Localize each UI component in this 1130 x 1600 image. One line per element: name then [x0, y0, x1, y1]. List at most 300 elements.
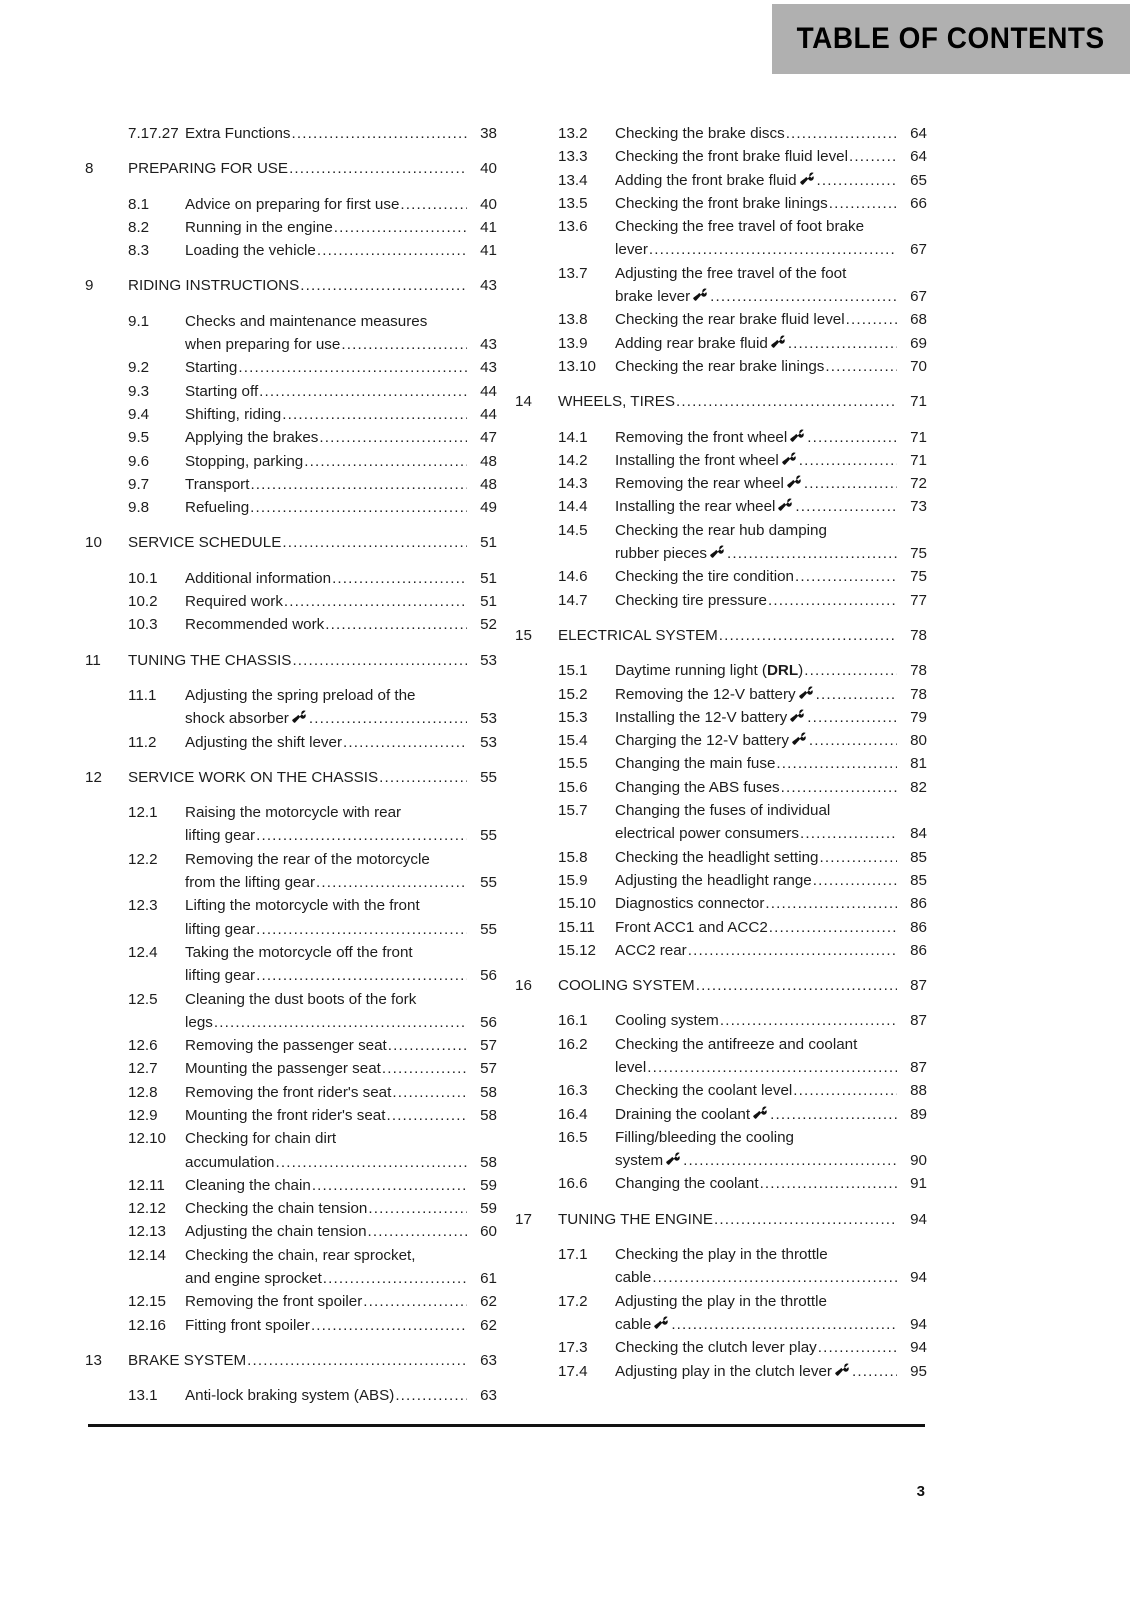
toc-section-entry[interactable] — [515, 1009, 927, 1032]
entry-title-text: cable — [615, 1315, 652, 1333]
toc-section-entry[interactable] — [515, 659, 927, 682]
entry-title-text: Removing the passenger seat — [185, 1037, 387, 1055]
dot-leader — [309, 707, 467, 730]
toc-section-entry[interactable] — [515, 752, 927, 775]
entry-title — [185, 988, 467, 1035]
entry-number: 15.1 — [558, 662, 588, 680]
entry-title-text: lifting gear — [185, 920, 256, 938]
entry-page-number: 56 — [480, 1013, 497, 1031]
entry-title — [615, 799, 897, 846]
entry-number: 14.3 — [558, 475, 588, 493]
entry-number: 15.4 — [558, 732, 588, 750]
entry-title — [185, 450, 467, 473]
entry-title — [615, 1033, 897, 1080]
toc-section-entry[interactable] — [85, 1314, 497, 1337]
entry-number: 12.15 — [128, 1293, 167, 1311]
toc-section-entry[interactable] — [85, 613, 497, 636]
entry-title-text: Lifting the motorcycle with the front — [185, 897, 420, 915]
toc-section-entry[interactable] — [515, 729, 927, 752]
dot-leader — [292, 122, 467, 145]
entry-title-text: Starting — [185, 359, 238, 377]
toc-section-entry[interactable] — [85, 1290, 497, 1313]
entry-number: 10.1 — [128, 569, 158, 587]
entry-number: 16 — [515, 977, 532, 995]
toc-section-entry[interactable] — [515, 495, 927, 518]
wrench-icon — [693, 288, 708, 301]
toc-section-entry[interactable] — [85, 1034, 497, 1057]
entry-number: 9.3 — [128, 382, 150, 400]
toc-section-entry[interactable] — [85, 988, 497, 1035]
entry-number: 14.5 — [558, 521, 588, 539]
entry-title — [615, 939, 897, 962]
entry-number: 15.9 — [558, 871, 588, 889]
table-of-contents-header-banner — [772, 4, 1130, 74]
toc-section-entry[interactable] — [515, 683, 927, 706]
entry-number: 13.8 — [558, 311, 588, 329]
entry-title-text: Checking the play in the throttle — [615, 1246, 828, 1264]
entry-number: 15.3 — [558, 708, 588, 726]
entry-title-text: Transport — [185, 475, 250, 493]
dot-leader — [256, 964, 467, 987]
toc-section-entry[interactable] — [85, 426, 497, 449]
entry-page-number: 73 — [910, 498, 927, 516]
toc-section-entry[interactable] — [85, 731, 497, 754]
dot-leader — [846, 308, 897, 331]
entry-title — [615, 683, 897, 706]
toc-section-entry[interactable] — [85, 473, 497, 496]
toc-section-entry[interactable] — [515, 1360, 927, 1383]
entry-page-number: 62 — [480, 1316, 497, 1334]
toc-chapter-entry[interactable] — [85, 649, 497, 672]
entry-page-number: 67 — [910, 288, 927, 306]
toc-section-entry[interactable] — [85, 590, 497, 613]
toc-section-entry[interactable] — [85, 1197, 497, 1220]
entry-number: 14.1 — [558, 428, 588, 446]
entry-title-text: Diagnostics connector — [615, 895, 765, 913]
entry-title-text: Changing the main fuse — [615, 755, 776, 773]
toc-section-entry[interactable] — [85, 122, 497, 145]
toc-section-entry[interactable] — [85, 848, 497, 895]
wrench-icon — [792, 732, 807, 745]
toc-section-entry[interactable] — [85, 1057, 497, 1080]
dot-leader — [652, 1266, 897, 1289]
entry-title-text: Loading the vehicle — [185, 242, 316, 260]
dot-leader — [800, 822, 897, 845]
entry-number: 13.3 — [558, 148, 588, 166]
entry-page-number: 63 — [480, 1351, 497, 1369]
entry-title — [185, 1314, 467, 1337]
entry-title-text: Adjusting the headlight range — [615, 871, 812, 889]
entry-title-text: Changing the coolant — [615, 1175, 759, 1193]
toc-chapter-entry[interactable] — [515, 974, 927, 997]
dot-leader — [304, 450, 467, 473]
dot-leader — [323, 1267, 467, 1290]
toc-section-entry[interactable] — [85, 193, 497, 216]
toc-chapter-entry[interactable] — [85, 766, 497, 789]
entry-page-number: 87 — [910, 1012, 927, 1030]
entry-title-text: Shifting, riding — [185, 405, 282, 423]
dot-leader — [386, 1104, 467, 1127]
toc-section-entry[interactable] — [515, 589, 927, 612]
entry-number: 15.8 — [558, 848, 588, 866]
wrench-icon — [782, 452, 797, 465]
toc-section-entry[interactable] — [515, 1172, 927, 1195]
entry-number: 12.1 — [128, 804, 158, 822]
wrench-icon — [710, 545, 725, 558]
entry-title-text: COOLING SYSTEM — [558, 977, 695, 995]
toc-section-entry[interactable] — [85, 310, 497, 357]
entry-page-number: 84 — [910, 825, 927, 843]
entry-title — [615, 916, 897, 939]
toc-section-entry[interactable] — [515, 565, 927, 588]
entry-number: 15 — [515, 626, 532, 644]
entry-number: 8.3 — [128, 242, 150, 260]
entry-number: 13.1 — [128, 1387, 158, 1405]
toc-section-entry[interactable] — [85, 1220, 497, 1243]
entry-number: 9.6 — [128, 452, 150, 470]
toc-chapter-entry[interactable] — [515, 390, 927, 413]
toc-section-entry[interactable] — [85, 496, 497, 519]
entry-title-text: Checking the chain, rear sprocket, — [185, 1246, 416, 1264]
entry-title — [615, 706, 897, 729]
dot-leader — [395, 1384, 467, 1407]
entry-title — [185, 731, 467, 754]
entry-title-text: Checking the chain tension — [185, 1200, 368, 1218]
entry-number: 15.5 — [558, 755, 588, 773]
entry-title-text: Removing the front rider's seat — [185, 1083, 392, 1101]
page-title: TABLE OF CONTENTS — [796, 22, 1106, 55]
entry-title-text: Checking tire pressure — [615, 591, 767, 609]
toc-section-entry[interactable] — [515, 1103, 927, 1126]
entry-title — [185, 473, 467, 496]
entry-page-number: 94 — [910, 1269, 927, 1287]
toc-section-entry[interactable] — [515, 916, 927, 939]
toc-section-entry[interactable] — [85, 1244, 497, 1291]
toc-section-entry[interactable] — [515, 169, 927, 192]
entry-title-text: Checking the antifreeze and coolant — [615, 1035, 858, 1053]
toc-chapter-entry[interactable] — [515, 1208, 927, 1231]
entry-title — [615, 846, 897, 869]
entry-title-text: Mounting the passenger seat — [185, 1060, 381, 1078]
dot-leader — [649, 238, 897, 261]
toc-chapter-entry[interactable] — [85, 1349, 497, 1372]
dot-leader — [768, 589, 897, 612]
entry-title — [615, 1360, 897, 1383]
toc-chapter-entry[interactable] — [85, 157, 497, 180]
toc-section-entry[interactable] — [85, 380, 497, 403]
toc-chapter-entry[interactable] — [515, 624, 927, 647]
toc-section-entry[interactable] — [515, 426, 927, 449]
entry-title — [615, 332, 897, 355]
entry-title-text: Adjusting the shift lever — [185, 733, 343, 751]
entry-number: 14.7 — [558, 591, 588, 609]
entry-number: 16.3 — [558, 1082, 588, 1100]
entry-page-number: 86 — [910, 941, 927, 959]
entry-title-text: Changing the ABS fuses — [615, 778, 780, 796]
entry-title-text: ELECTRICAL SYSTEM — [558, 626, 718, 644]
entry-page-number: 78 — [910, 685, 927, 703]
entry-title-text: Taking the motorcycle off the front — [185, 943, 413, 961]
entry-title — [615, 1172, 897, 1195]
dot-leader — [825, 355, 897, 378]
entry-title-text: lifting gear — [185, 967, 256, 985]
dot-leader — [319, 426, 467, 449]
toc-section-entry[interactable] — [515, 308, 927, 331]
entry-title-text: Additional information — [185, 569, 332, 587]
toc-section-entry[interactable] — [515, 799, 927, 846]
entry-number: 12.6 — [128, 1037, 158, 1055]
entry-title — [558, 624, 897, 647]
toc-section-entry[interactable] — [515, 1336, 927, 1359]
entry-number: 13.9 — [558, 334, 588, 352]
dot-leader — [849, 145, 897, 168]
wrench-icon — [787, 475, 802, 488]
dot-leader — [256, 918, 467, 941]
toc-section-entry[interactable] — [515, 1033, 927, 1080]
entry-title-text: Installing the rear wheel — [615, 498, 776, 516]
entry-title — [615, 752, 897, 775]
toc-section-entry[interactable] — [515, 1126, 927, 1173]
entry-title — [185, 848, 467, 895]
entry-title-text: Checking the tire condition — [615, 568, 794, 586]
dot-leader — [807, 426, 897, 449]
toc-section-entry[interactable] — [85, 1081, 497, 1104]
entry-title — [615, 192, 897, 215]
entry-number: 9.4 — [128, 405, 150, 423]
dot-leader — [647, 1056, 897, 1079]
toc-section-entry[interactable] — [515, 1243, 927, 1290]
wrench-icon — [654, 1316, 669, 1329]
entry-title-text: Installing the front wheel — [615, 451, 779, 469]
entry-page-number: 43 — [480, 336, 497, 354]
entry-number: 13 — [85, 1351, 102, 1369]
dot-leader — [259, 380, 467, 403]
entry-title — [615, 215, 897, 262]
entry-number: 12.16 — [128, 1316, 167, 1334]
entry-page-number: 61 — [480, 1270, 497, 1288]
entry-number: 13.5 — [558, 194, 588, 212]
toc-section-entry[interactable] — [515, 846, 927, 869]
entry-number: 17 — [515, 1210, 532, 1228]
entry-number: 15.12 — [558, 941, 597, 959]
toc-section-entry[interactable] — [515, 869, 927, 892]
toc-section-entry[interactable] — [85, 567, 497, 590]
entry-title-text: Cooling system — [615, 1012, 719, 1030]
dot-leader — [760, 1172, 897, 1195]
entry-title-text: SERVICE WORK ON THE CHASSIS — [128, 768, 379, 786]
dot-leader — [720, 1009, 897, 1032]
entry-title-text: Anti-lock braking system (ABS) — [185, 1387, 395, 1405]
entry-title-text: and engine sprocket — [185, 1270, 322, 1288]
entry-number: 7.17.27 — [128, 125, 179, 142]
entry-number: 13.10 — [558, 357, 597, 375]
entry-title — [615, 472, 897, 495]
toc-section-entry[interactable] — [515, 215, 927, 262]
wrench-icon — [835, 1363, 850, 1376]
entry-number: 12.2 — [128, 850, 158, 868]
toc-section-entry[interactable] — [85, 356, 497, 379]
dot-leader — [809, 729, 897, 752]
entry-title — [558, 974, 897, 997]
entry-page-number: 81 — [910, 755, 927, 773]
toc-section-entry[interactable] — [515, 939, 927, 962]
dot-leader — [300, 274, 467, 297]
entry-page-number: 52 — [480, 616, 497, 634]
entry-number: 10.2 — [128, 593, 158, 611]
toc-section-entry[interactable] — [515, 706, 927, 729]
entry-title — [185, 380, 467, 403]
entry-title-text: Refueling — [185, 499, 250, 517]
toc-section-entry[interactable] — [515, 449, 927, 472]
toc-section-entry[interactable] — [85, 941, 497, 988]
entry-title — [185, 684, 467, 731]
dot-leader — [799, 449, 897, 472]
entry-title — [615, 495, 897, 518]
entry-title — [185, 1104, 467, 1127]
toc-chapter-entry[interactable] — [85, 531, 497, 554]
entry-number: 16.5 — [558, 1128, 588, 1146]
entry-title-text: TUNING THE ENGINE — [558, 1210, 713, 1228]
entry-page-number: 53 — [480, 710, 497, 728]
dot-leader — [247, 1349, 467, 1372]
dot-leader — [214, 1011, 467, 1034]
entry-page-number: 91 — [910, 1175, 927, 1193]
dot-leader — [368, 1220, 467, 1243]
entry-title — [185, 1220, 467, 1243]
entry-title-text: PREPARING FOR USE — [128, 160, 289, 178]
toc-section-entry[interactable] — [515, 192, 927, 215]
entry-page-number: 51 — [480, 569, 497, 587]
dot-leader — [363, 1290, 467, 1313]
dot-leader — [325, 613, 467, 636]
entry-title — [615, 262, 897, 309]
entry-title — [615, 1103, 897, 1126]
toc-section-entry[interactable] — [515, 776, 927, 799]
entry-number: 11.1 — [128, 686, 157, 704]
entry-page-number: 59 — [480, 1176, 497, 1194]
entry-title-text: WHEELS, TIRES — [558, 393, 676, 411]
entry-title-text: Checking the rear brake fluid level — [615, 311, 845, 329]
toc-section-entry[interactable] — [515, 1079, 927, 1102]
dot-leader — [776, 752, 897, 775]
dot-leader — [289, 157, 467, 180]
toc-section-entry[interactable] — [85, 1174, 497, 1197]
toc-section-entry[interactable] — [515, 332, 927, 355]
toc-section-entry[interactable] — [85, 684, 497, 731]
entry-title-text: when preparing for use — [185, 336, 341, 354]
entry-title-text: Adjusting the chain tension — [185, 1223, 367, 1241]
dot-leader — [817, 169, 897, 192]
wrench-icon — [800, 172, 815, 185]
entry-number: 10.3 — [128, 616, 158, 634]
entry-title — [185, 216, 467, 239]
dot-leader — [671, 1313, 897, 1336]
entry-number: 9.7 — [128, 475, 150, 493]
entry-title — [128, 157, 467, 180]
dot-leader — [256, 824, 467, 847]
entry-title — [615, 1243, 897, 1290]
dot-leader — [388, 1034, 467, 1057]
entry-page-number: 55 — [480, 827, 497, 845]
entry-title — [185, 1081, 467, 1104]
wrench-icon — [778, 498, 793, 511]
toc-chapter-entry[interactable] — [85, 274, 497, 297]
footer-page-number: 3 — [916, 1483, 925, 1500]
toc-section-entry[interactable] — [515, 122, 927, 145]
toc-section-entry[interactable] — [515, 262, 927, 309]
toc-section-entry[interactable] — [85, 1384, 497, 1407]
entry-number: 13.6 — [558, 218, 588, 236]
entry-number: 12.5 — [128, 990, 158, 1008]
entry-title — [558, 1208, 897, 1231]
entry-title — [615, 1079, 897, 1102]
dot-leader — [813, 869, 897, 892]
toc-section-entry[interactable] — [515, 145, 927, 168]
toc-section-entry[interactable] — [515, 472, 927, 495]
entry-page-number: 71 — [910, 393, 927, 411]
dot-leader — [793, 1079, 897, 1102]
toc-section-entry[interactable] — [515, 1290, 927, 1337]
entry-title-text: level — [615, 1058, 647, 1076]
entry-page-number: 80 — [910, 732, 927, 750]
toc-section-entry[interactable] — [85, 239, 497, 262]
entry-page-number: 58 — [480, 1083, 497, 1101]
toc-section-entry[interactable] — [85, 801, 497, 848]
entry-number: 17.3 — [558, 1339, 588, 1357]
toc-section-entry[interactable] — [85, 894, 497, 941]
toc-section-entry[interactable] — [515, 892, 927, 915]
entry-number: 16.6 — [558, 1175, 588, 1193]
entry-title-text: Checking the clutch lever play — [615, 1339, 817, 1357]
entry-title-text: Installing the 12-V battery — [615, 708, 788, 726]
toc-column-right — [515, 122, 927, 1383]
toc-section-entry[interactable] — [515, 519, 927, 566]
entry-page-number: 43 — [480, 277, 497, 295]
entry-title-text: ACC2 rear — [615, 941, 687, 959]
entry-page-number: 48 — [480, 475, 497, 493]
entry-title-text: Required work — [185, 593, 283, 611]
entry-number: 15.2 — [558, 685, 588, 703]
entry-page-number: 78 — [910, 662, 927, 680]
entry-number: 14.4 — [558, 498, 588, 516]
dot-leader — [807, 706, 897, 729]
entry-title — [128, 649, 467, 672]
entry-title — [185, 310, 467, 357]
toc-section-entry[interactable] — [515, 355, 927, 378]
entry-page-number: 78 — [910, 626, 927, 644]
entry-title-text: Cleaning the dust boots of the fork — [185, 990, 417, 1008]
wrench-icon — [292, 710, 307, 723]
entry-title — [185, 426, 467, 449]
toc-section-entry[interactable] — [85, 450, 497, 473]
toc-section-entry[interactable] — [85, 403, 497, 426]
entry-title-text: Checking for chain dirt — [185, 1130, 337, 1148]
entry-page-number: 51 — [480, 593, 497, 611]
entry-number: 9.1 — [128, 312, 150, 330]
entry-title — [185, 193, 467, 216]
entry-number: 12.12 — [128, 1200, 167, 1218]
toc-section-entry[interactable] — [85, 1127, 497, 1174]
toc-section-entry[interactable] — [85, 1104, 497, 1127]
entry-page-number: 88 — [910, 1082, 927, 1100]
entry-page-number: 40 — [480, 195, 497, 213]
dot-leader — [688, 939, 897, 962]
entry-title-text: Removing the rear wheel — [615, 475, 784, 493]
entry-number: 12.13 — [128, 1223, 167, 1241]
entry-page-number: 41 — [480, 242, 497, 260]
toc-section-entry[interactable] — [85, 216, 497, 239]
entry-title-text: Adjusting the spring preload of the — [185, 686, 416, 704]
